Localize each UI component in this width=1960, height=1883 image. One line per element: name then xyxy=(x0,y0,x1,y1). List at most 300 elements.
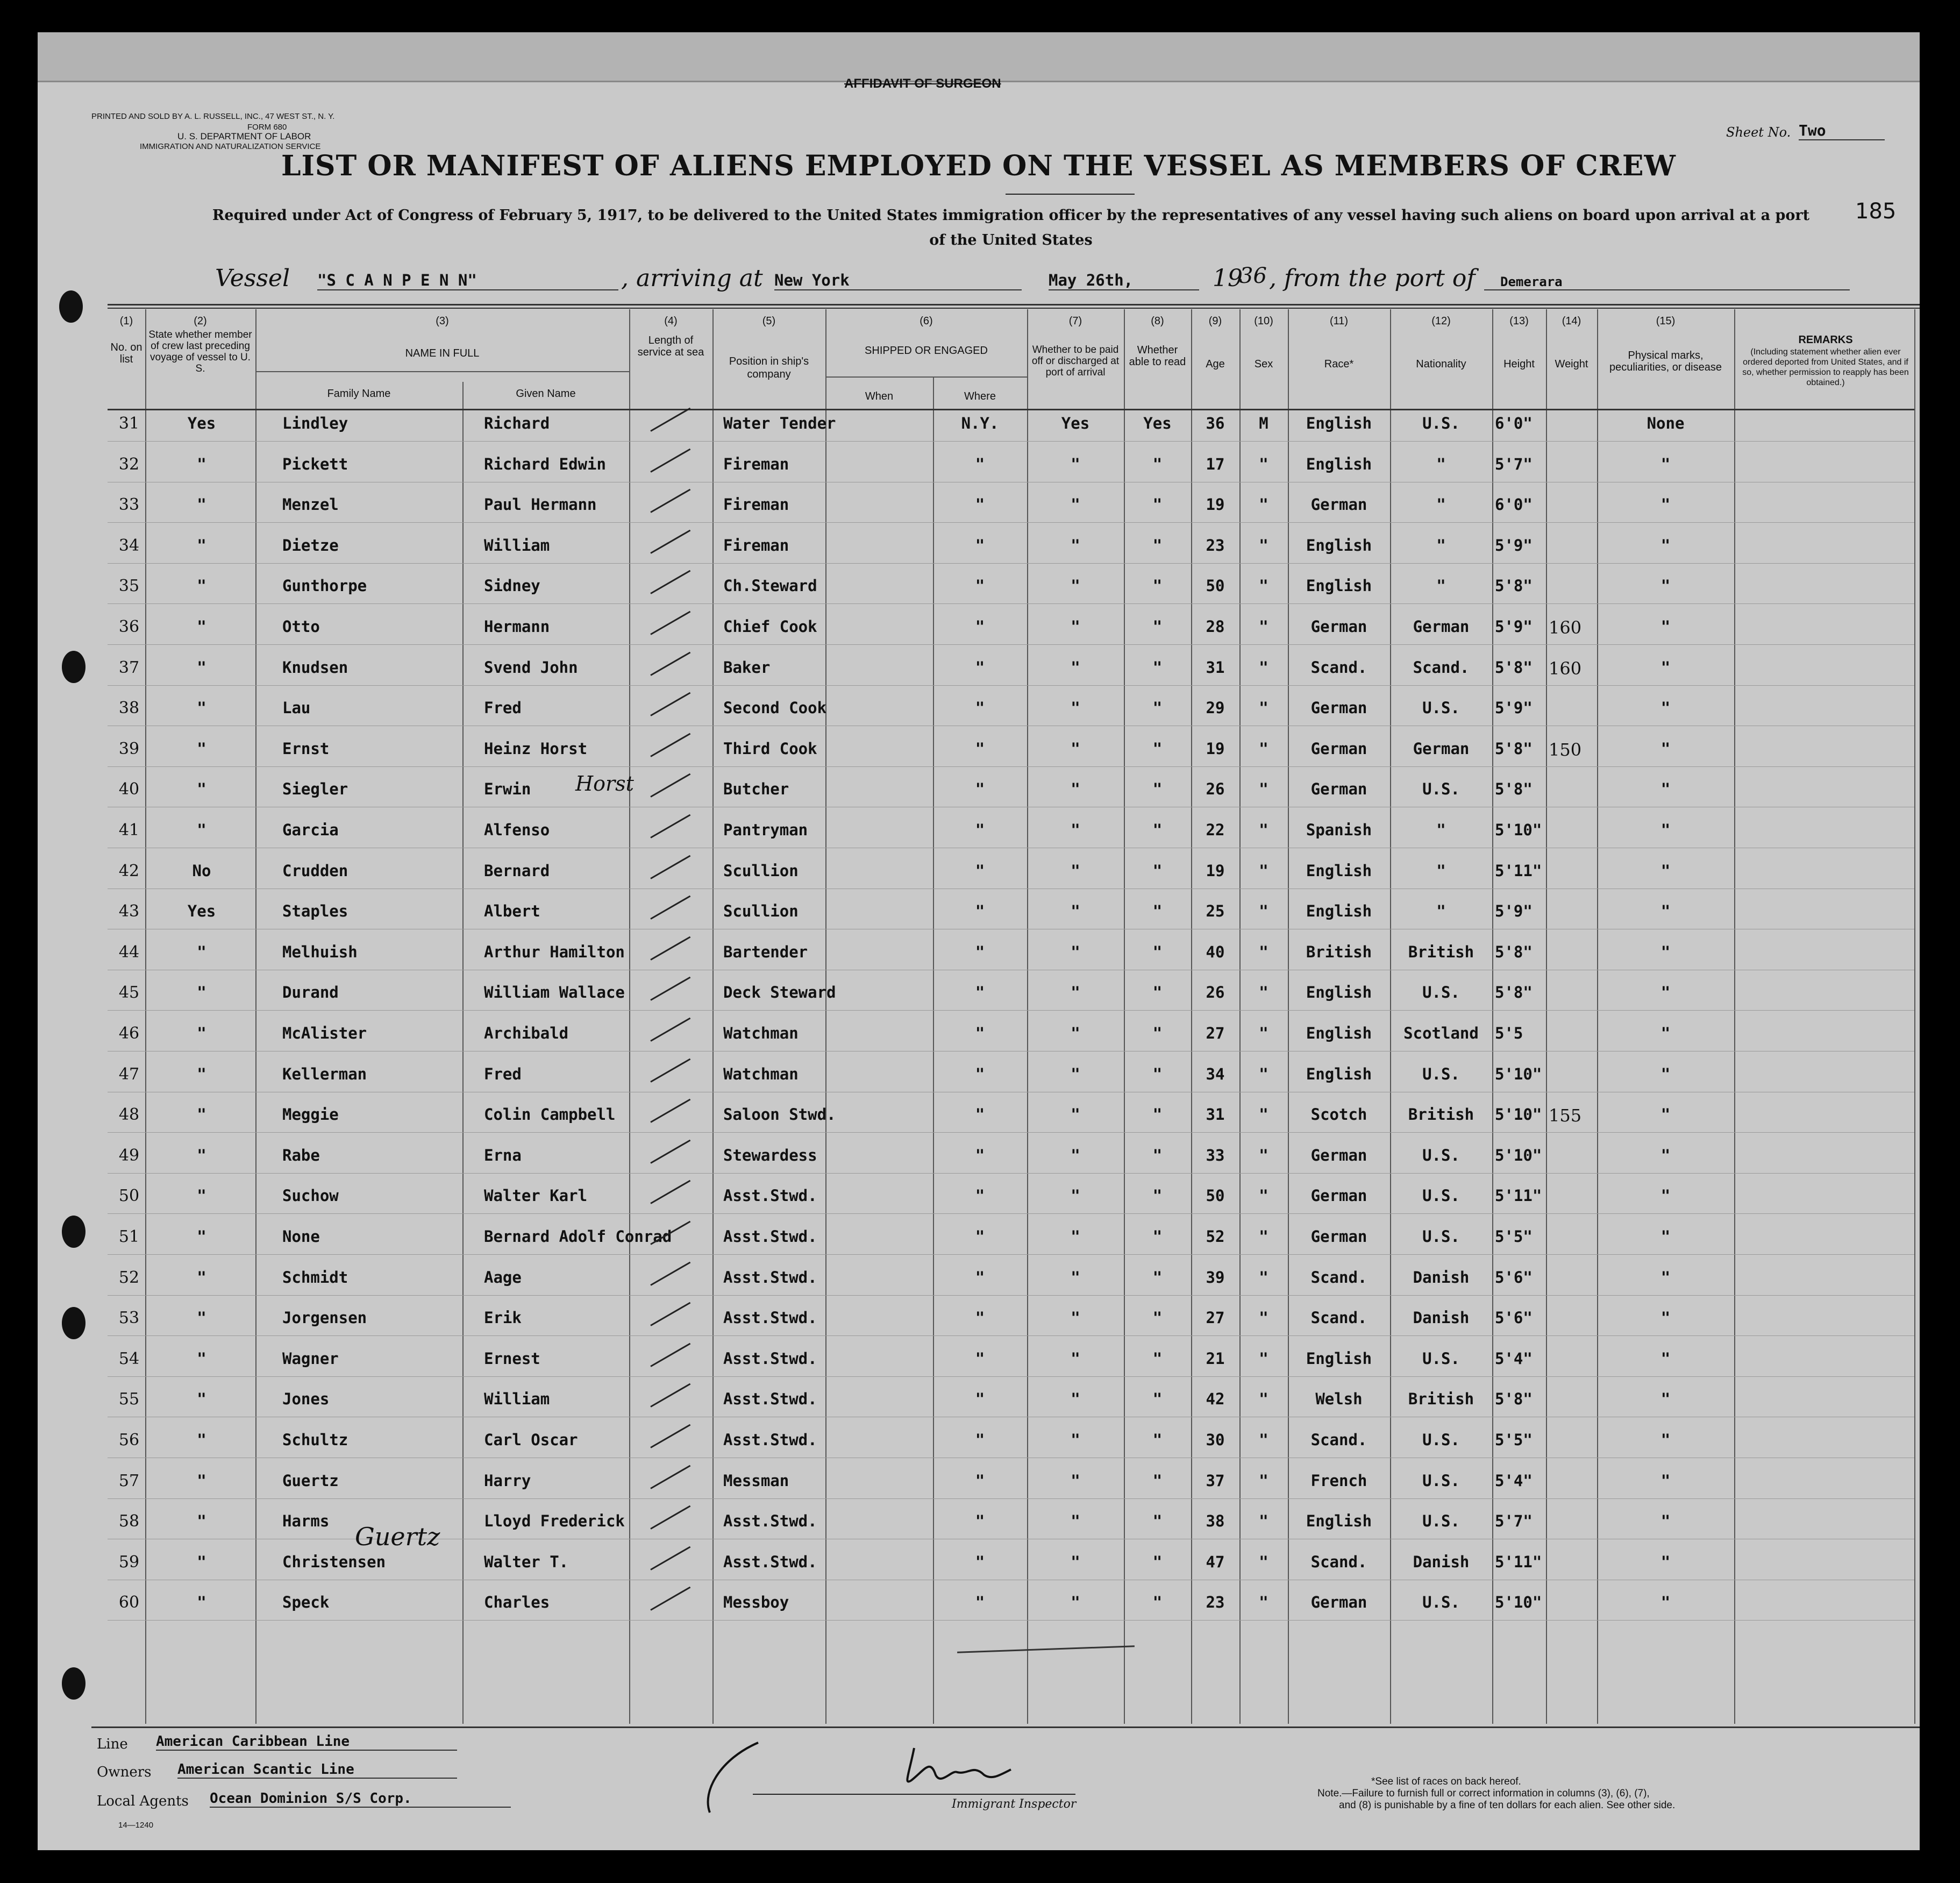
physical-marks: " xyxy=(1660,495,1671,514)
height: 5'5 xyxy=(1495,1024,1523,1042)
sheet-value: Two xyxy=(1799,122,1885,140)
shipped-where: " xyxy=(975,1105,985,1124)
col13-num: (13) xyxy=(1509,315,1529,327)
paid-off: " xyxy=(1071,983,1080,1001)
shipped-where: " xyxy=(975,1472,985,1490)
age: 26 xyxy=(1206,983,1225,1001)
nationality: U.S. xyxy=(1422,1472,1460,1490)
col13-header: Height xyxy=(1503,358,1535,370)
column-divider xyxy=(255,309,256,1724)
given-name: Walter T. xyxy=(484,1553,569,1571)
paid-off: " xyxy=(1071,862,1080,880)
sex: " xyxy=(1259,821,1268,839)
age: 19 xyxy=(1206,740,1225,758)
previous-voyage: Yes xyxy=(187,414,216,432)
row-rule xyxy=(108,1010,1914,1011)
sex: M xyxy=(1259,414,1268,432)
shipped-where: " xyxy=(975,1268,985,1287)
printer-line: PRINTED AND SOLD BY A. L. RUSSELL, INC., 47 WEST ST., N. Y. xyxy=(91,112,335,121)
paid-off: " xyxy=(1071,617,1080,636)
physical-marks: " xyxy=(1660,1390,1671,1408)
race: Scand. xyxy=(1310,1553,1367,1571)
column-divider xyxy=(1124,309,1125,1724)
family-name: Harms xyxy=(282,1512,330,1530)
vessel-name: "S C A N P E N N" xyxy=(317,271,618,290)
col10-header: Sex xyxy=(1254,358,1273,370)
shipped-where: " xyxy=(975,1227,985,1246)
column-divider xyxy=(1239,309,1241,1724)
paid-off: " xyxy=(1071,1390,1080,1408)
position: Ch.Steward xyxy=(723,577,817,595)
physical-marks: " xyxy=(1660,943,1671,961)
given-name: Fred xyxy=(484,699,522,717)
family-name: Otto xyxy=(282,617,320,636)
previous-voyage: " xyxy=(197,943,206,961)
nationality: Danish xyxy=(1413,1309,1470,1327)
shipped-where: " xyxy=(975,740,985,758)
nationality: U.S. xyxy=(1422,1593,1460,1611)
sex: " xyxy=(1259,943,1268,961)
previous-voyage: " xyxy=(197,740,206,758)
race: English xyxy=(1306,1024,1372,1042)
row-number: 45 xyxy=(118,983,140,1002)
given-name: Colin Campbell xyxy=(484,1105,616,1124)
row-number: 43 xyxy=(118,902,140,921)
punch-hole xyxy=(62,1216,85,1248)
able-to-read: " xyxy=(1152,1472,1163,1490)
shipped-where: N.Y. xyxy=(961,414,999,432)
given-name: Svend John xyxy=(484,658,578,677)
paid-off: " xyxy=(1071,495,1080,514)
height: 5'6" xyxy=(1495,1309,1533,1327)
punch-hole xyxy=(59,290,83,323)
height: 5'4" xyxy=(1495,1472,1533,1490)
shipped-where: " xyxy=(975,821,985,839)
punch-hole xyxy=(62,1307,85,1339)
position: Butcher xyxy=(723,780,789,798)
page-title: LIST OR MANIFEST OF ALIENS EMPLOYED ON THE VESSEL AS MEMBERS OF CREW xyxy=(281,150,1676,182)
when-header: When xyxy=(865,390,894,402)
able-to-read: " xyxy=(1152,1186,1163,1205)
shipped-where: " xyxy=(975,1186,985,1205)
able-to-read: " xyxy=(1152,780,1163,798)
family-name: Pickett xyxy=(282,455,348,473)
column-divider xyxy=(1914,309,1915,1724)
physical-marks: " xyxy=(1660,1227,1671,1246)
owners-value: American Scantic Line xyxy=(177,1761,457,1779)
family-name: Meggie xyxy=(282,1105,339,1124)
row-number: 38 xyxy=(118,699,140,717)
col5-header: Position in ship's company xyxy=(729,356,809,380)
paid-off: " xyxy=(1071,1593,1080,1611)
physical-marks: " xyxy=(1660,1268,1671,1287)
col2-num: (2) xyxy=(194,315,207,327)
position: Asst.Stwd. xyxy=(723,1268,817,1287)
paid-off: " xyxy=(1071,658,1080,677)
height: 5'9" xyxy=(1495,699,1533,717)
able-to-read: " xyxy=(1152,902,1163,920)
nationality: " xyxy=(1436,455,1446,473)
nationality: British xyxy=(1408,943,1474,961)
column-divider xyxy=(1492,309,1493,1724)
position: Deck Steward xyxy=(723,983,836,1001)
row-number: 32 xyxy=(118,455,140,474)
agents-label: Local Agents xyxy=(97,1793,189,1809)
handwritten-correction: Guertz xyxy=(355,1522,440,1551)
age: 33 xyxy=(1206,1146,1225,1164)
paid-off: " xyxy=(1071,699,1080,717)
shipped-where: " xyxy=(975,1146,985,1164)
race: English xyxy=(1306,983,1372,1001)
able-to-read: " xyxy=(1152,1065,1163,1083)
col15-num: (15) xyxy=(1656,315,1676,327)
position: Scullion xyxy=(723,862,799,880)
height: 6'0" xyxy=(1495,414,1533,432)
race: German xyxy=(1310,1186,1367,1205)
position: Asst.Stwd. xyxy=(723,1553,817,1571)
title-rule xyxy=(1006,194,1135,195)
column-divider xyxy=(1027,309,1028,1724)
row-number: 31 xyxy=(118,414,140,433)
position: Third Cook xyxy=(723,740,817,758)
row-number: 44 xyxy=(118,943,140,962)
col14-header: Weight xyxy=(1555,358,1588,370)
family-name: Schmidt xyxy=(282,1268,348,1287)
sex: " xyxy=(1259,495,1268,514)
race: English xyxy=(1306,414,1372,432)
row-rule xyxy=(108,1132,1914,1133)
given-name: Fred xyxy=(484,1065,522,1083)
col11-header: Race* xyxy=(1324,358,1354,370)
service-label: IMMIGRATION AND NATURALIZATION SERVICE xyxy=(140,142,321,151)
row-number: 39 xyxy=(118,740,140,758)
row-number: 54 xyxy=(118,1349,140,1368)
nationality: U.S. xyxy=(1422,1186,1460,1205)
previous-voyage: " xyxy=(197,617,206,636)
physical-marks: " xyxy=(1660,658,1671,677)
previous-voyage: No xyxy=(192,862,211,880)
race: Scand. xyxy=(1310,1268,1367,1287)
height: 5'5" xyxy=(1495,1431,1533,1449)
position: Second Cook xyxy=(723,699,827,717)
col11-num: (11) xyxy=(1329,315,1349,327)
header-rule xyxy=(108,308,1920,309)
given-name: Paul Hermann xyxy=(484,495,597,514)
position: Saloon Stwd. xyxy=(723,1105,836,1124)
row-number: 48 xyxy=(118,1105,140,1124)
family-name: Dietze xyxy=(282,536,339,555)
nationality: U.S. xyxy=(1422,1146,1460,1164)
family-name: Melhuish xyxy=(282,943,358,961)
remarks-header: REMARKS xyxy=(1798,334,1853,346)
row-number: 47 xyxy=(118,1065,140,1084)
able-to-read: " xyxy=(1152,862,1163,880)
header-bottom-rule xyxy=(108,409,1914,410)
previous-voyage: " xyxy=(197,658,206,677)
nationality: " xyxy=(1436,495,1446,514)
col10-num: (10) xyxy=(1254,315,1273,327)
race: English xyxy=(1306,577,1372,595)
row-rule xyxy=(108,441,1914,442)
affidavit-label: AFFIDAVIT OF SURGEON xyxy=(844,76,1001,91)
position: Fireman xyxy=(723,495,789,514)
able-to-read: " xyxy=(1152,1146,1163,1164)
paid-off: " xyxy=(1071,1186,1080,1205)
paid-off: " xyxy=(1071,902,1080,920)
row-rule xyxy=(108,603,1914,604)
owners-label: Owners xyxy=(97,1764,152,1780)
punch-hole xyxy=(62,651,85,683)
nationality: " xyxy=(1436,821,1446,839)
physical-marks: " xyxy=(1660,577,1671,595)
weight: 150 xyxy=(1549,740,1582,760)
physical-marks: " xyxy=(1660,1431,1671,1449)
race: English xyxy=(1306,1512,1372,1530)
header-rule xyxy=(108,304,1920,305)
able-to-read: " xyxy=(1152,1349,1163,1368)
age: 47 xyxy=(1206,1553,1225,1571)
position: Asst.Stwd. xyxy=(723,1309,817,1327)
column-divider xyxy=(1546,309,1547,1724)
sex: " xyxy=(1259,1349,1268,1368)
family-name: Christensen xyxy=(282,1553,386,1571)
shipped-where: " xyxy=(975,983,985,1001)
able-to-read: " xyxy=(1152,1105,1163,1124)
given-name: Albert xyxy=(484,902,540,920)
nationality: Scand. xyxy=(1413,658,1470,677)
paid-off: " xyxy=(1071,1227,1080,1246)
given-name: Richard xyxy=(484,414,550,432)
age: 21 xyxy=(1206,1349,1225,1368)
previous-voyage: " xyxy=(197,1390,206,1408)
physical-marks: " xyxy=(1660,1146,1671,1164)
family-name: Siegler xyxy=(282,780,348,798)
row-rule xyxy=(108,766,1914,767)
sex: " xyxy=(1259,1146,1268,1164)
age: 30 xyxy=(1206,1431,1225,1449)
column-divider xyxy=(933,376,934,1724)
form-code: 14—1240 xyxy=(118,1821,154,1830)
year-prefix: 19 xyxy=(1213,265,1243,292)
given-name: Harry xyxy=(484,1472,531,1490)
row-rule xyxy=(108,1295,1914,1296)
nationality: " xyxy=(1436,536,1446,555)
age: 34 xyxy=(1206,1065,1225,1083)
nationality: U.S. xyxy=(1422,1227,1460,1246)
position: Watchman xyxy=(723,1024,799,1042)
able-to-read: " xyxy=(1152,1553,1163,1571)
given-name: Bernard xyxy=(484,862,550,880)
physical-marks: " xyxy=(1660,1186,1671,1205)
row-number: 57 xyxy=(118,1472,140,1490)
row-rule xyxy=(108,1173,1914,1174)
column-divider xyxy=(1288,309,1289,1724)
sex: " xyxy=(1259,983,1268,1001)
departure-port: Demerara xyxy=(1484,274,1850,290)
shipped-where: " xyxy=(975,902,985,920)
shipped-where: " xyxy=(975,862,985,880)
physical-marks: " xyxy=(1660,983,1671,1001)
given-name: Arthur Hamilton xyxy=(484,943,625,961)
sex: " xyxy=(1259,1186,1268,1205)
col8-num: (8) xyxy=(1151,315,1164,327)
paid-off: " xyxy=(1071,1268,1080,1287)
end-of-list-line xyxy=(957,1645,1135,1653)
row-rule xyxy=(108,644,1914,645)
able-to-read: " xyxy=(1152,740,1163,758)
able-to-read: " xyxy=(1152,1227,1163,1246)
age: 29 xyxy=(1206,699,1225,717)
height: 5'7" xyxy=(1495,455,1533,473)
given-name: Erna xyxy=(484,1146,522,1164)
age: 19 xyxy=(1206,495,1225,514)
col12-num: (12) xyxy=(1431,315,1451,327)
shipped-where: " xyxy=(975,1553,985,1571)
family-name: Guertz xyxy=(282,1472,339,1490)
year-value: 36 xyxy=(1239,264,1267,288)
position: Watchman xyxy=(723,1065,799,1083)
height: 5'8" xyxy=(1495,983,1533,1001)
nationality: U.S. xyxy=(1422,1512,1460,1530)
paid-off: " xyxy=(1071,1512,1080,1530)
row-rule xyxy=(108,1620,1914,1621)
paid-off: " xyxy=(1071,1146,1080,1164)
weight: 155 xyxy=(1549,1105,1582,1126)
subtitle: Required under Act of Congress of February 5, 1917, to be delivered to the United States immigration officer by the representatives of any vessel having such aliens on board upon arrival at a port of the United States xyxy=(212,207,1810,248)
col3-num: (3) xyxy=(436,315,449,327)
shipped-where: " xyxy=(975,536,985,555)
given-name: Bernard Adolf Conrad xyxy=(484,1227,672,1246)
height: 5'9" xyxy=(1495,617,1533,636)
physical-marks: " xyxy=(1660,1472,1671,1490)
paid-off: " xyxy=(1071,1431,1080,1449)
previous-voyage: " xyxy=(197,1472,206,1490)
race: German xyxy=(1310,1227,1367,1246)
col14-num: (14) xyxy=(1562,315,1581,327)
shipped-where: " xyxy=(975,455,985,473)
able-to-read: " xyxy=(1152,1309,1163,1327)
row-number: 51 xyxy=(118,1227,140,1246)
sex: " xyxy=(1259,1472,1268,1490)
given-name: Erwin xyxy=(484,780,531,798)
previous-voyage: " xyxy=(197,821,206,839)
family-name: Schultz xyxy=(282,1431,348,1449)
paid-off: " xyxy=(1071,1105,1080,1124)
previous-voyage: " xyxy=(197,1227,206,1246)
row-rule xyxy=(108,522,1914,523)
previous-voyage: " xyxy=(197,1431,206,1449)
able-to-read: " xyxy=(1152,699,1163,717)
given-name: Sidney xyxy=(484,577,540,595)
position: Asst.Stwd. xyxy=(723,1186,817,1205)
col12-header: Nationality xyxy=(1416,358,1466,370)
shipped-where: " xyxy=(975,1065,985,1083)
column-divider xyxy=(1734,309,1735,1724)
family-name: Ernst xyxy=(282,740,330,758)
agents-value: Ocean Dominion S/S Corp. xyxy=(210,1790,511,1808)
fine-note: Note.—Failure to furnish full or correct information in columns (3), (6), (7), xyxy=(1317,1788,1650,1799)
race: English xyxy=(1306,902,1372,920)
able-to-read: " xyxy=(1152,1431,1163,1449)
race: French xyxy=(1310,1472,1367,1490)
physical-marks: " xyxy=(1660,780,1671,798)
height: 5'10" xyxy=(1495,1105,1542,1124)
previous-voyage: " xyxy=(197,780,206,798)
arrival-port: New York xyxy=(774,271,1022,290)
previous-voyage: " xyxy=(197,1512,206,1530)
age: 50 xyxy=(1206,577,1225,595)
previous-voyage: " xyxy=(197,983,206,1001)
where-header: Where xyxy=(964,390,996,402)
department-label: U. S. DEPARTMENT OF LABOR xyxy=(177,131,311,141)
race: English xyxy=(1306,455,1372,473)
previous-voyage: " xyxy=(197,1024,206,1042)
remarks-note: (Including statement whether alien ever ordered deported from United States, and if so, whether permission to reapply has been obtained.) xyxy=(1742,347,1909,387)
race: German xyxy=(1310,699,1367,717)
row-number: 34 xyxy=(118,536,140,555)
given-name: William xyxy=(484,536,550,555)
height: 5'4" xyxy=(1495,1349,1533,1368)
sex: " xyxy=(1259,617,1268,636)
weight: 160 xyxy=(1549,658,1582,679)
previous-voyage: " xyxy=(197,1309,206,1327)
position: Asst.Stwd. xyxy=(723,1390,817,1408)
race: Welsh xyxy=(1315,1390,1363,1408)
race: German xyxy=(1310,780,1367,798)
previous-voyage: " xyxy=(197,1105,206,1124)
age: 27 xyxy=(1206,1309,1225,1327)
top-fold xyxy=(38,32,1920,82)
paid-off: Yes xyxy=(1061,414,1090,432)
nationality: " xyxy=(1436,862,1446,880)
physical-marks: " xyxy=(1660,1553,1671,1571)
nationality: " xyxy=(1436,902,1446,920)
position: Stewardess xyxy=(723,1146,817,1164)
row-rule xyxy=(108,1498,1914,1499)
shipped-where: " xyxy=(975,699,985,717)
line-value: American Caribbean Line xyxy=(156,1733,457,1751)
nationality: German xyxy=(1413,617,1470,636)
able-to-read: " xyxy=(1152,1390,1163,1408)
physical-marks: None xyxy=(1647,414,1685,432)
row-rule xyxy=(108,685,1914,686)
sex: " xyxy=(1259,902,1268,920)
position: Fireman xyxy=(723,536,789,555)
age: 50 xyxy=(1206,1186,1225,1205)
given-name: Hermann xyxy=(484,617,550,636)
paid-off: " xyxy=(1071,1309,1080,1327)
sex: " xyxy=(1259,536,1268,555)
col15-header: Physical marks, peculiarities, or disease xyxy=(1609,350,1722,373)
sex: " xyxy=(1259,699,1268,717)
position: Chief Cook xyxy=(723,617,817,636)
family-name: Lindley xyxy=(282,414,348,432)
height: 5'11" xyxy=(1495,1186,1542,1205)
col9-num: (9) xyxy=(1208,315,1222,327)
race: German xyxy=(1310,740,1367,758)
row-rule xyxy=(108,1376,1914,1377)
race: Scand. xyxy=(1310,1309,1367,1327)
form-number: FORM 680 xyxy=(247,123,287,132)
sex: " xyxy=(1259,455,1268,473)
shipped-where: " xyxy=(975,780,985,798)
physical-marks: " xyxy=(1660,1593,1671,1611)
inspector-label: Immigrant Inspector xyxy=(952,1797,1077,1811)
position: Messboy xyxy=(723,1593,789,1611)
height: 5'11" xyxy=(1495,862,1542,880)
able-to-read: " xyxy=(1152,495,1163,514)
physical-marks: " xyxy=(1660,1065,1671,1083)
